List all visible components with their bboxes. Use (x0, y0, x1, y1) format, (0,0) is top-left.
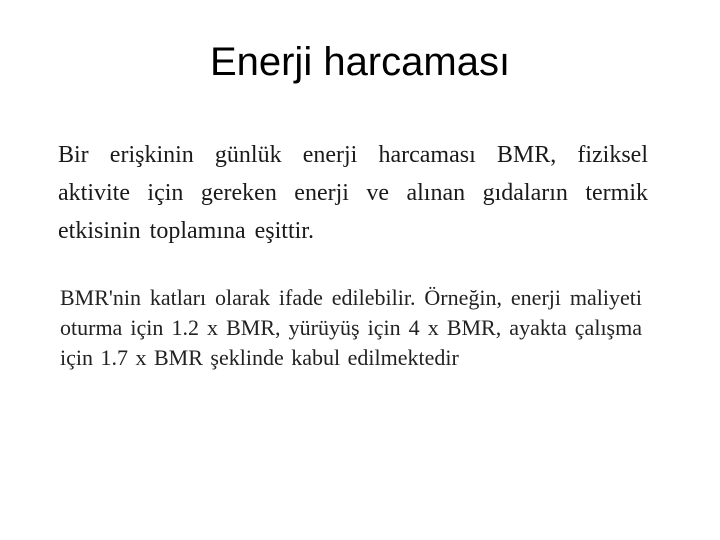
paragraph-energy-expenditure: Bir erişkinin günlük enerji harcaması BMR, fiziksel aktivite için gereken enerji ve alınan gıdaların termik etkisinin toplamına eşittir. (58, 142, 648, 244)
paragraph-bmr-multiples: BMR'nin katları olarak ifade edilebilir. Örneğin, enerji maliyeti oturma için 1.2 x BMR, yürüyüş için 4 x BMR, ayakta çalışma için 1.7 x BMR şeklinde kabul edilmektedir (60, 285, 642, 370)
slide-title: Enerji harcaması (209, 40, 511, 84)
